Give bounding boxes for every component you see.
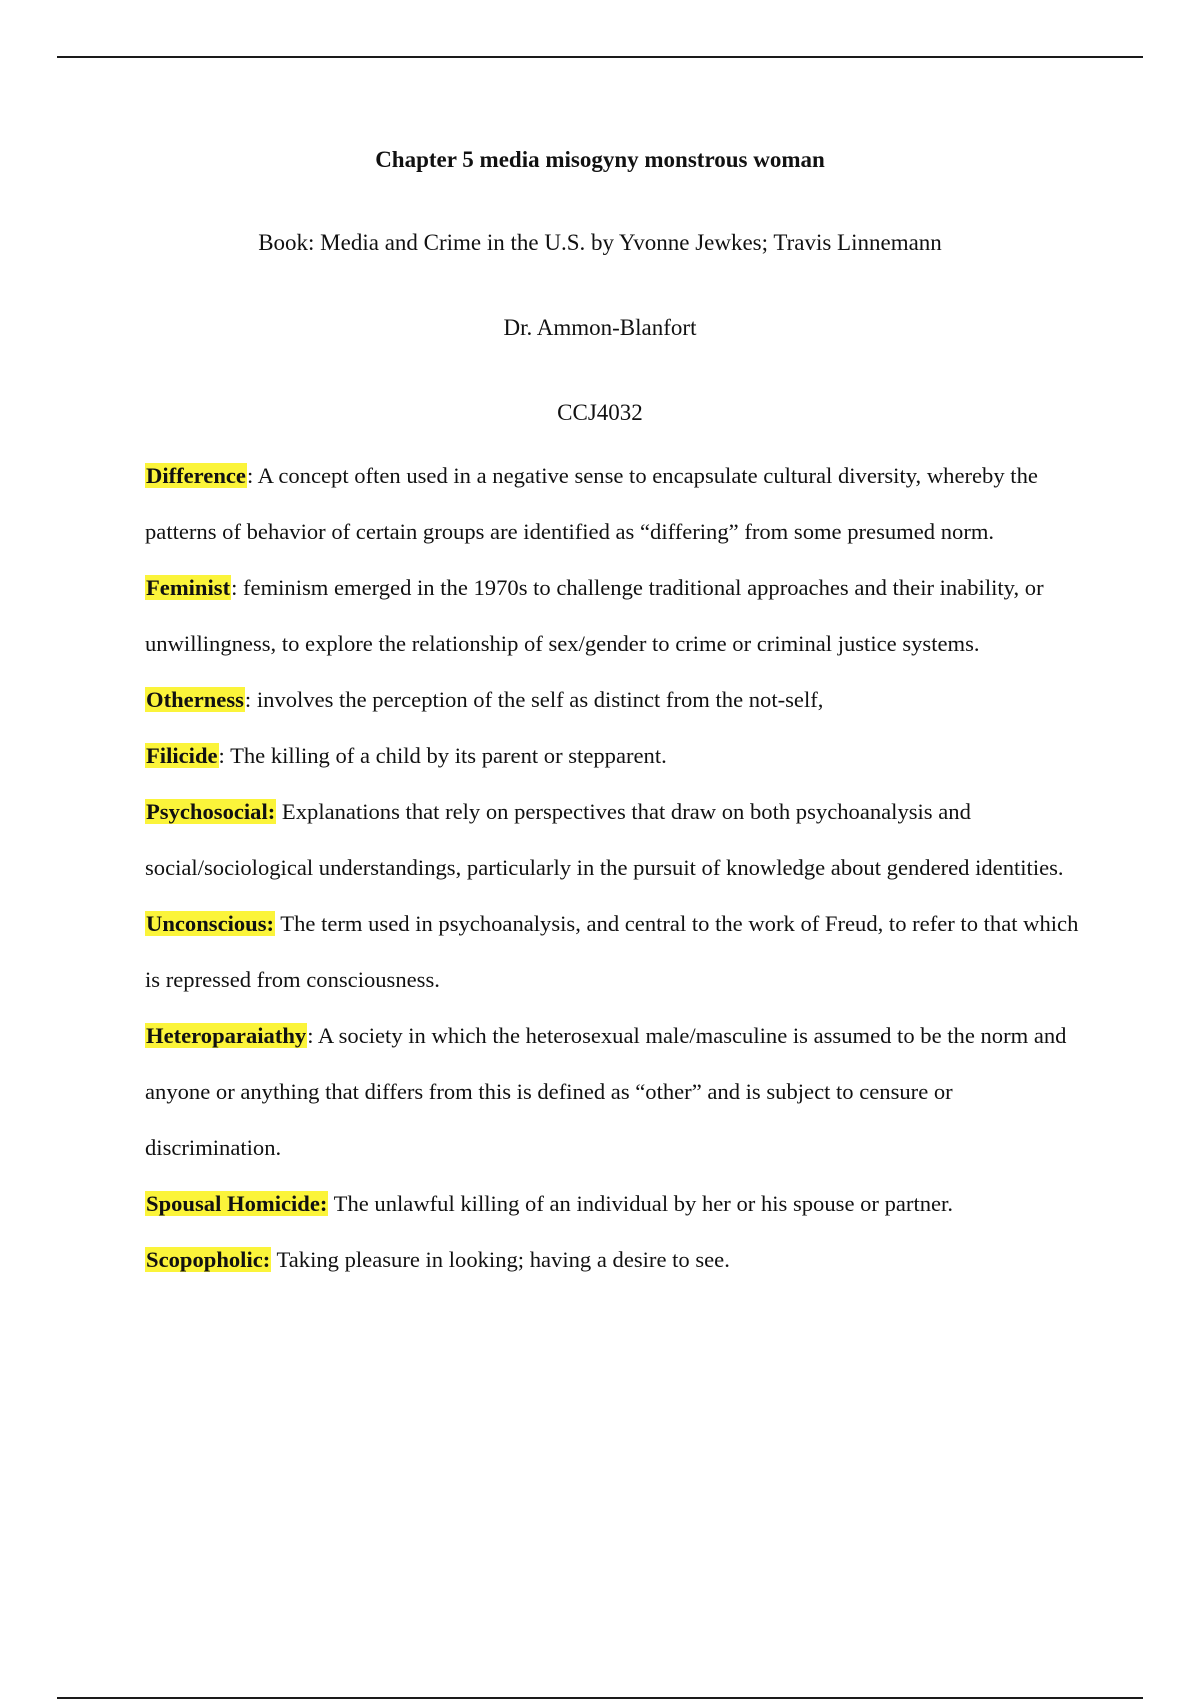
course-code: CCJ4032 [557, 400, 643, 425]
glossary-term: Scopopholic: [146, 1247, 271, 1272]
glossary-entry-filicide [145, 728, 1085, 784]
instructor-name: Dr. Ammon-Blanfort [503, 315, 697, 340]
glossary-definition: The term used in psychoanalysis, and central to the work of Freud, to refer to that which is repressed from consciousness. [145, 911, 1079, 992]
glossary-definition: involves the perception of the self as distinct from the not-self, [251, 687, 824, 712]
glossary-definition: A concept often used in a negative sense to encapsulate cultural diversity, whereby the patterns of behavior of certain groups are identified as “differing” from some presumed norm. [145, 463, 1038, 544]
glossary-term: Spousal Homicide: [146, 1191, 328, 1216]
term-separator: : [244, 687, 252, 712]
glossary-list [145, 448, 1085, 1288]
glossary-term: Unconscious: [146, 911, 275, 936]
glossary-entry-spousal-homicide [145, 1176, 1085, 1232]
glossary-definition: The killing of a child by its parent or stepparent. [224, 743, 667, 768]
glossary-term: Psychosocial: [146, 799, 276, 824]
term-separator: : [307, 1023, 314, 1048]
glossary-entry-otherness [145, 672, 1085, 728]
book-citation: Book: Media and Crime in the U.S. by Yvonne Jewkes; Travis Linnemann [258, 230, 942, 255]
glossary-term: Difference [146, 463, 246, 488]
term-separator: : [246, 463, 254, 488]
glossary-definition: A society in which the heterosexual male/masculine is assumed to be the norm and anyone or anything that differs from this is defined as “other” and is subject to censure or discrimination. [145, 1023, 1067, 1160]
document-title: Chapter 5 media misogyny monstrous woman [375, 147, 825, 172]
glossary-term: Feminist [146, 575, 231, 600]
glossary-term: Heteroparaiathy [146, 1023, 307, 1048]
glossary-definition: feminism emerged in the 1970s to challenge traditional approaches and their inability, or unwillingness, to explore the relationship of sex/gender to crime or criminal justice systems. [145, 575, 1044, 656]
term-separator: : [231, 575, 238, 600]
glossary-entry-heteroparaiathy [145, 1008, 1085, 1176]
glossary-term: Filicide [146, 743, 218, 768]
glossary-entry-unconscious [145, 896, 1085, 1008]
top-page-rule [57, 56, 1143, 58]
glossary-definition: Explanations that rely on perspectives that draw on both psychoanalysis and social/sociological understandings, particularly in the pursuit of knowledge about gendered identities. [145, 799, 1064, 880]
glossary-definition: Taking pleasure in looking; having a desire to see. [271, 1247, 730, 1272]
glossary-entry-scopopholic [145, 1232, 1085, 1288]
glossary-entry-feminist [145, 560, 1085, 672]
term-separator: : [218, 743, 225, 768]
glossary-entry-psychosocial [145, 784, 1085, 896]
glossary-entry-difference [145, 448, 1085, 560]
bottom-page-rule [57, 1697, 1143, 1699]
glossary-term: Otherness [146, 687, 244, 712]
glossary-definition: The unlawful killing of an individual by her or his spouse or partner. [328, 1191, 953, 1216]
